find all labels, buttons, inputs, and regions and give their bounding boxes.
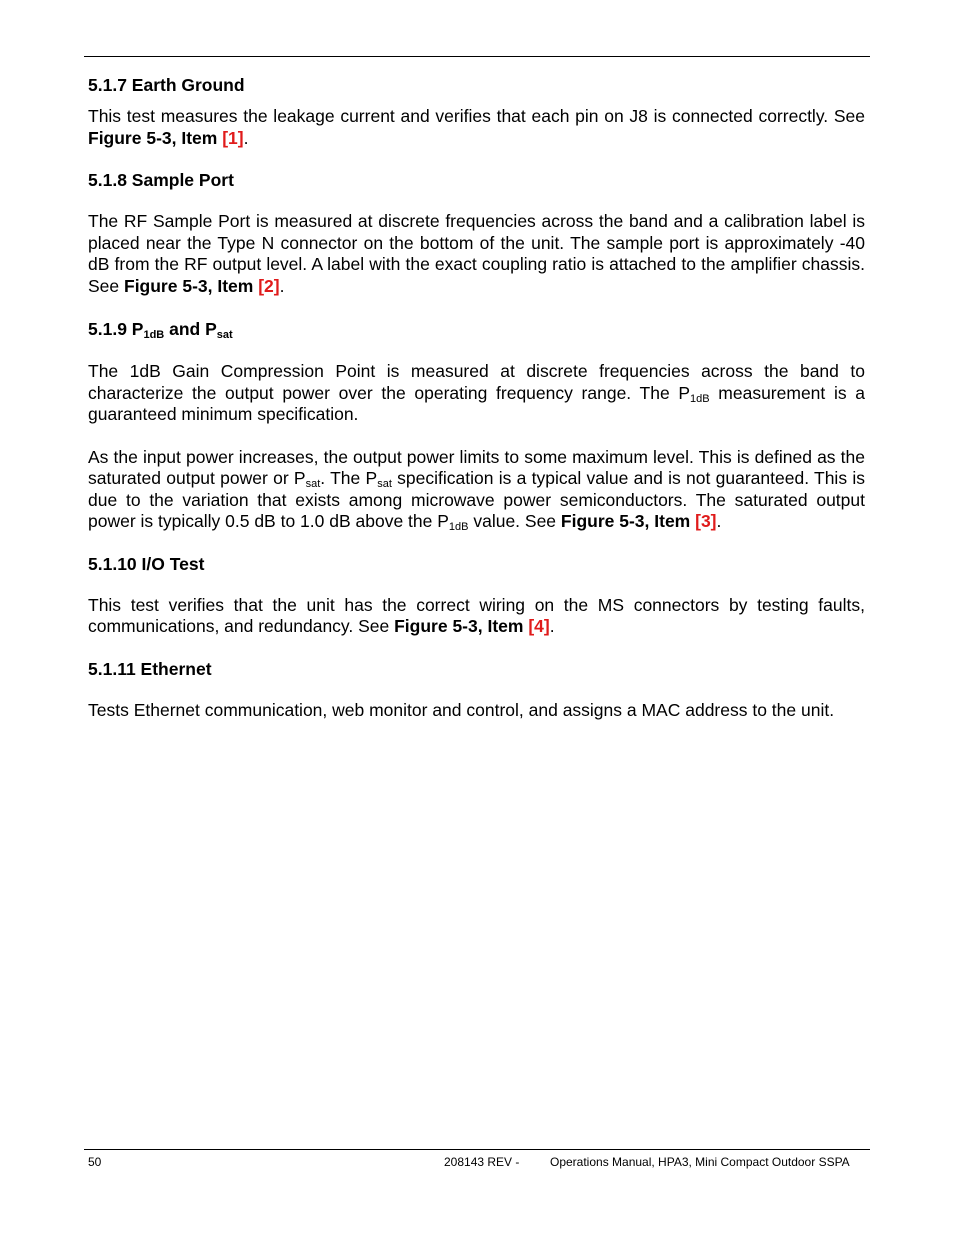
footer-document-number: 208143 REV - <box>444 1155 520 1169</box>
reference-bracket-open: [ <box>258 275 265 296</box>
paragraph-text: The 1dB Gain Compression Point is measured at discrete frequencies across the band to characterize the output power over the operating frequency range. The P <box>88 361 865 403</box>
subscript-sat: sat <box>377 478 392 490</box>
paragraph-end: . <box>243 127 249 148</box>
reference-bracket-close: ] <box>237 127 244 148</box>
figure-reference: Figure 5-3, Item <box>124 275 259 296</box>
paragraph-text: This test measures the leakage current and verifies that each pin on J8 is connected correctly. See <box>88 106 865 126</box>
reference-item-number: 3 <box>700 511 711 531</box>
reference-item-number: 2 <box>264 275 274 296</box>
heading-subscript-sat: sat <box>216 329 233 341</box>
header-rule <box>84 56 870 57</box>
section-heading-io-test: 5.1.10 I/O Test <box>88 553 205 574</box>
paragraph-ethernet <box>88 700 865 722</box>
figure-reference: Figure 5-3, Item <box>560 511 696 531</box>
paragraph-io-test <box>88 595 865 638</box>
subscript-sat: sat <box>305 478 321 490</box>
paragraph-text: value. See <box>468 511 561 531</box>
paragraph-text: specification is a typical value and is not guaranteed. This is due to the variation that exists among microwave power semiconductors. The saturated output power is typically 0.5 dB to 1.0 dB above the P <box>88 468 865 531</box>
paragraph-p1db <box>88 361 865 426</box>
heading-prefix: 5.1.9 P <box>88 319 144 339</box>
footer-document-title: Operations Manual, HPA3, Mini Compact Outdoor SSPA <box>550 1155 850 1169</box>
section-heading-p1db-psat <box>88 317 865 341</box>
paragraph-end: . <box>549 616 555 636</box>
reference-item-number: 1 <box>228 127 238 148</box>
footer-page-number: 50 <box>88 1155 102 1169</box>
figure-reference: Figure 5-3, Item <box>88 127 223 148</box>
reference-bracket-open: [ <box>528 616 535 636</box>
paragraph-text: The RF Sample Port is measured at discrete frequencies across the band and a calibration label is placed near the Type N connector on the bottom of the unit. The sample port is approximately -40 dB from the RF output level. A label with the exact coupling ratio is attached to the amplifier chassis. See <box>88 211 865 296</box>
section-heading-sample-port: 5.1.8 Sample Port <box>88 170 234 190</box>
subscript-1db: 1dB <box>448 521 469 533</box>
section-heading-earth-ground: 5.1.7 Earth Ground <box>88 75 245 95</box>
paragraph-end: . <box>716 511 722 531</box>
subscript-1db: 1dB <box>690 392 710 405</box>
paragraph-end: . <box>279 275 285 296</box>
paragraph-psat <box>88 447 865 533</box>
paragraph-text: Tests Ethernet communication, web monitor and control, and assigns a MAC address to the unit. <box>88 699 835 720</box>
reference-bracket-close: ] <box>543 616 550 636</box>
paragraph-text: This test verifies that the unit has the correct wiring on the MS connectors by testing faults, communications, and redundancy. See <box>88 594 865 636</box>
reference-item-number: 4 <box>534 616 544 636</box>
reference-bracket-open: [ <box>222 127 229 148</box>
paragraph-text: . The P <box>320 468 378 488</box>
reference-bracket-close: ] <box>273 275 280 296</box>
heading-subscript-1db: 1dB <box>143 329 165 341</box>
paragraph-sample-port <box>88 211 865 297</box>
reference-bracket-close: ] <box>710 511 717 531</box>
page-body <box>88 73 865 721</box>
footer-rule <box>84 1149 870 1150</box>
section-heading-ethernet: 5.1.11 Ethernet <box>88 658 212 679</box>
paragraph-earth-ground <box>88 106 865 149</box>
paragraph-text: As the input power increases, the output power limits to some maximum level. This is defined as the saturated output power or P <box>88 446 865 488</box>
reference-bracket-open: [ <box>695 511 701 531</box>
figure-reference: Figure 5-3, Item <box>394 616 529 636</box>
paragraph-text: measurement is a guaranteed minimum specification. <box>88 382 865 424</box>
heading-mid: and P <box>164 319 217 339</box>
